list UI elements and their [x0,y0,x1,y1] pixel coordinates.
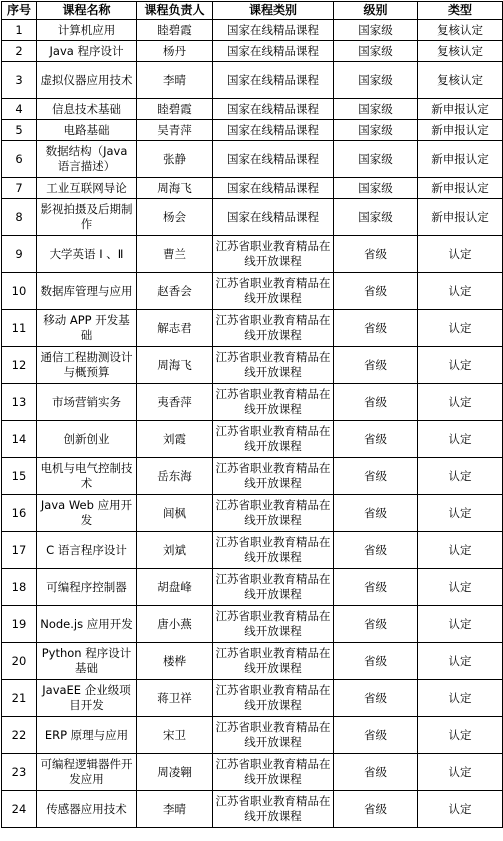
cell-number: 12 [2,347,37,384]
table-row [2,310,503,347]
cell-type: 认定 [418,458,503,495]
cell-type: 认定 [418,606,503,643]
cell-category: 国家在线精品课程 [213,20,334,41]
cell-level: 国家级 [334,99,418,120]
cell-lead: 解志君 [137,310,213,347]
cell-lead: 赵香会 [137,273,213,310]
table-row [2,120,503,141]
header-lead: 课程负责人 [137,2,213,20]
table-row [2,495,503,532]
table-row [2,347,503,384]
cell-category: 国家在线精品课程 [213,199,334,236]
cell-category: 江苏省职业教育精品在线开放课程 [213,532,334,569]
cell-number: 11 [2,310,37,347]
table-row [2,532,503,569]
cell-lead: 杨会 [137,199,213,236]
header-category: 课程类别 [213,2,334,20]
cell-type: 新申报认定 [418,178,503,199]
header-number: 序号 [2,2,37,20]
cell-level: 省级 [334,384,418,421]
cell-level: 国家级 [334,41,418,62]
cell-number: 7 [2,178,37,199]
cell-category: 国家在线精品课程 [213,178,334,199]
cell-category: 江苏省职业教育精品在线开放课程 [213,717,334,754]
cell-number: 21 [2,680,37,717]
cell-category: 江苏省职业教育精品在线开放课程 [213,569,334,606]
table-row [2,384,503,421]
table-row [2,20,503,41]
table-row [2,178,503,199]
cell-lead: 周海飞 [137,347,213,384]
cell-lead: 吴青萍 [137,120,213,141]
table-row [2,717,503,754]
table-row [2,754,503,791]
cell-level: 国家级 [334,120,418,141]
cell-number: 6 [2,141,37,178]
cell-lead: 夷香萍 [137,384,213,421]
cell-number: 20 [2,643,37,680]
cell-course: 大学英语 Ⅰ 、Ⅱ [37,236,137,273]
cell-lead: 周凌翱 [137,754,213,791]
cell-number: 19 [2,606,37,643]
cell-type: 复核认定 [418,62,503,99]
cell-number: 18 [2,569,37,606]
cell-course: Java Web 应用开发 [37,495,137,532]
cell-type: 认定 [418,347,503,384]
cell-lead: 蒋卫祥 [137,680,213,717]
cell-course: 数据库管理与应用 [37,273,137,310]
cell-type: 认定 [418,754,503,791]
table-row [2,791,503,828]
cell-level: 省级 [334,791,418,828]
cell-type: 新申报认定 [418,199,503,236]
cell-course: 可编程逻辑器件开发应用 [37,754,137,791]
cell-lead: 唐小燕 [137,606,213,643]
cell-type: 认定 [418,495,503,532]
table-row [2,643,503,680]
cell-level: 省级 [334,643,418,680]
cell-type: 认定 [418,791,503,828]
cell-type: 认定 [418,532,503,569]
cell-type: 新申报认定 [418,120,503,141]
cell-level: 省级 [334,532,418,569]
cell-level: 国家级 [334,62,418,99]
cell-lead: 睦碧霞 [137,99,213,120]
cell-level: 省级 [334,606,418,643]
table-row [2,569,503,606]
cell-type: 认定 [418,569,503,606]
cell-course: Java 程序设计 [37,41,137,62]
table-row [2,680,503,717]
table-row [2,421,503,458]
cell-lead: 岳东海 [137,458,213,495]
cell-category: 江苏省职业教育精品在线开放课程 [213,273,334,310]
table-row [2,62,503,99]
cell-course: ERP 原理与应用 [37,717,137,754]
header-type: 类型 [418,2,503,20]
cell-number: 17 [2,532,37,569]
cell-lead: 张静 [137,141,213,178]
table-row [2,458,503,495]
cell-category: 江苏省职业教育精品在线开放课程 [213,421,334,458]
cell-type: 新申报认定 [418,141,503,178]
cell-level: 省级 [334,495,418,532]
cell-category: 江苏省职业教育精品在线开放课程 [213,680,334,717]
cell-type: 认定 [418,680,503,717]
table-row [2,606,503,643]
cell-level: 省级 [334,569,418,606]
cell-lead: 李晴 [137,62,213,99]
cell-course: 电机与电气控制技术 [37,458,137,495]
cell-level: 省级 [334,421,418,458]
cell-level: 国家级 [334,141,418,178]
cell-level: 省级 [334,236,418,273]
cell-level: 省级 [334,458,418,495]
cell-number: 5 [2,120,37,141]
header-level: 级别 [334,2,418,20]
cell-category: 江苏省职业教育精品在线开放课程 [213,384,334,421]
cell-number: 13 [2,384,37,421]
cell-number: 3 [2,62,37,99]
cell-category: 国家在线精品课程 [213,62,334,99]
cell-type: 认定 [418,717,503,754]
cell-course: 通信工程勘测设计与概预算 [37,347,137,384]
cell-number: 15 [2,458,37,495]
cell-category: 江苏省职业教育精品在线开放课程 [213,754,334,791]
cell-number: 24 [2,791,37,828]
cell-course: 创新创业 [37,421,137,458]
cell-category: 国家在线精品课程 [213,99,334,120]
cell-course: 传感器应用技术 [37,791,137,828]
cell-lead: 李晴 [137,791,213,828]
cell-lead: 睦碧霞 [137,20,213,41]
course-table [1,1,503,828]
cell-type: 认定 [418,273,503,310]
table-row [2,199,503,236]
cell-lead: 刘斌 [137,532,213,569]
cell-number: 2 [2,41,37,62]
table-row [2,41,503,62]
cell-number: 1 [2,20,37,41]
cell-lead: 刘霞 [137,421,213,458]
cell-number: 10 [2,273,37,310]
cell-category: 江苏省职业教育精品在线开放课程 [213,236,334,273]
cell-number: 4 [2,99,37,120]
cell-number: 23 [2,754,37,791]
cell-level: 省级 [334,717,418,754]
cell-level: 省级 [334,310,418,347]
cell-level: 省级 [334,273,418,310]
cell-category: 江苏省职业教育精品在线开放课程 [213,347,334,384]
cell-course: 计算机应用 [37,20,137,41]
cell-course: 市场营销实务 [37,384,137,421]
cell-category: 江苏省职业教育精品在线开放课程 [213,643,334,680]
cell-course: JavaEE 企业级项目开发 [37,680,137,717]
cell-lead: 宋卫 [137,717,213,754]
cell-lead: 闾枫 [137,495,213,532]
cell-type: 复核认定 [418,41,503,62]
cell-type: 认定 [418,421,503,458]
cell-course: Node.js 应用开发 [37,606,137,643]
cell-category: 江苏省职业教育精品在线开放课程 [213,495,334,532]
cell-course: 影视拍摄及后期制作 [37,199,137,236]
cell-level: 省级 [334,347,418,384]
table-row [2,99,503,120]
cell-type: 认定 [418,310,503,347]
cell-level: 国家级 [334,178,418,199]
cell-type: 复核认定 [418,20,503,41]
cell-course: 信息技术基础 [37,99,137,120]
table-row [2,273,503,310]
cell-course: 工业互联网导论 [37,178,137,199]
cell-lead: 周海飞 [137,178,213,199]
cell-category: 江苏省职业教育精品在线开放课程 [213,791,334,828]
cell-category: 国家在线精品课程 [213,141,334,178]
cell-course: 电路基础 [37,120,137,141]
cell-lead: 楼桦 [137,643,213,680]
cell-level: 国家级 [334,20,418,41]
table-row [2,236,503,273]
cell-course: 数据结构（Java 语言描述） [37,141,137,178]
cell-course: C 语言程序设计 [37,532,137,569]
cell-number: 8 [2,199,37,236]
cell-category: 江苏省职业教育精品在线开放课程 [213,310,334,347]
cell-level: 省级 [334,680,418,717]
cell-number: 9 [2,236,37,273]
cell-course: 可编程序控制器 [37,569,137,606]
cell-number: 16 [2,495,37,532]
table-header-row [2,2,503,20]
cell-lead: 胡盘峰 [137,569,213,606]
cell-category: 江苏省职业教育精品在线开放课程 [213,458,334,495]
cell-lead: 曹兰 [137,236,213,273]
cell-course: Python 程序设计基础 [37,643,137,680]
cell-type: 新申报认定 [418,99,503,120]
cell-lead: 杨丹 [137,41,213,62]
cell-type: 认定 [418,643,503,680]
cell-number: 14 [2,421,37,458]
cell-level: 国家级 [334,199,418,236]
cell-level: 省级 [334,754,418,791]
cell-course: 移动 APP 开发基础 [37,310,137,347]
header-course: 课程名称 [37,2,137,20]
cell-category: 国家在线精品课程 [213,120,334,141]
cell-type: 认定 [418,384,503,421]
cell-type: 认定 [418,236,503,273]
table-row [2,141,503,178]
cell-category: 国家在线精品课程 [213,41,334,62]
cell-category: 江苏省职业教育精品在线开放课程 [213,606,334,643]
cell-course: 虚拟仪器应用技术 [37,62,137,99]
cell-number: 22 [2,717,37,754]
